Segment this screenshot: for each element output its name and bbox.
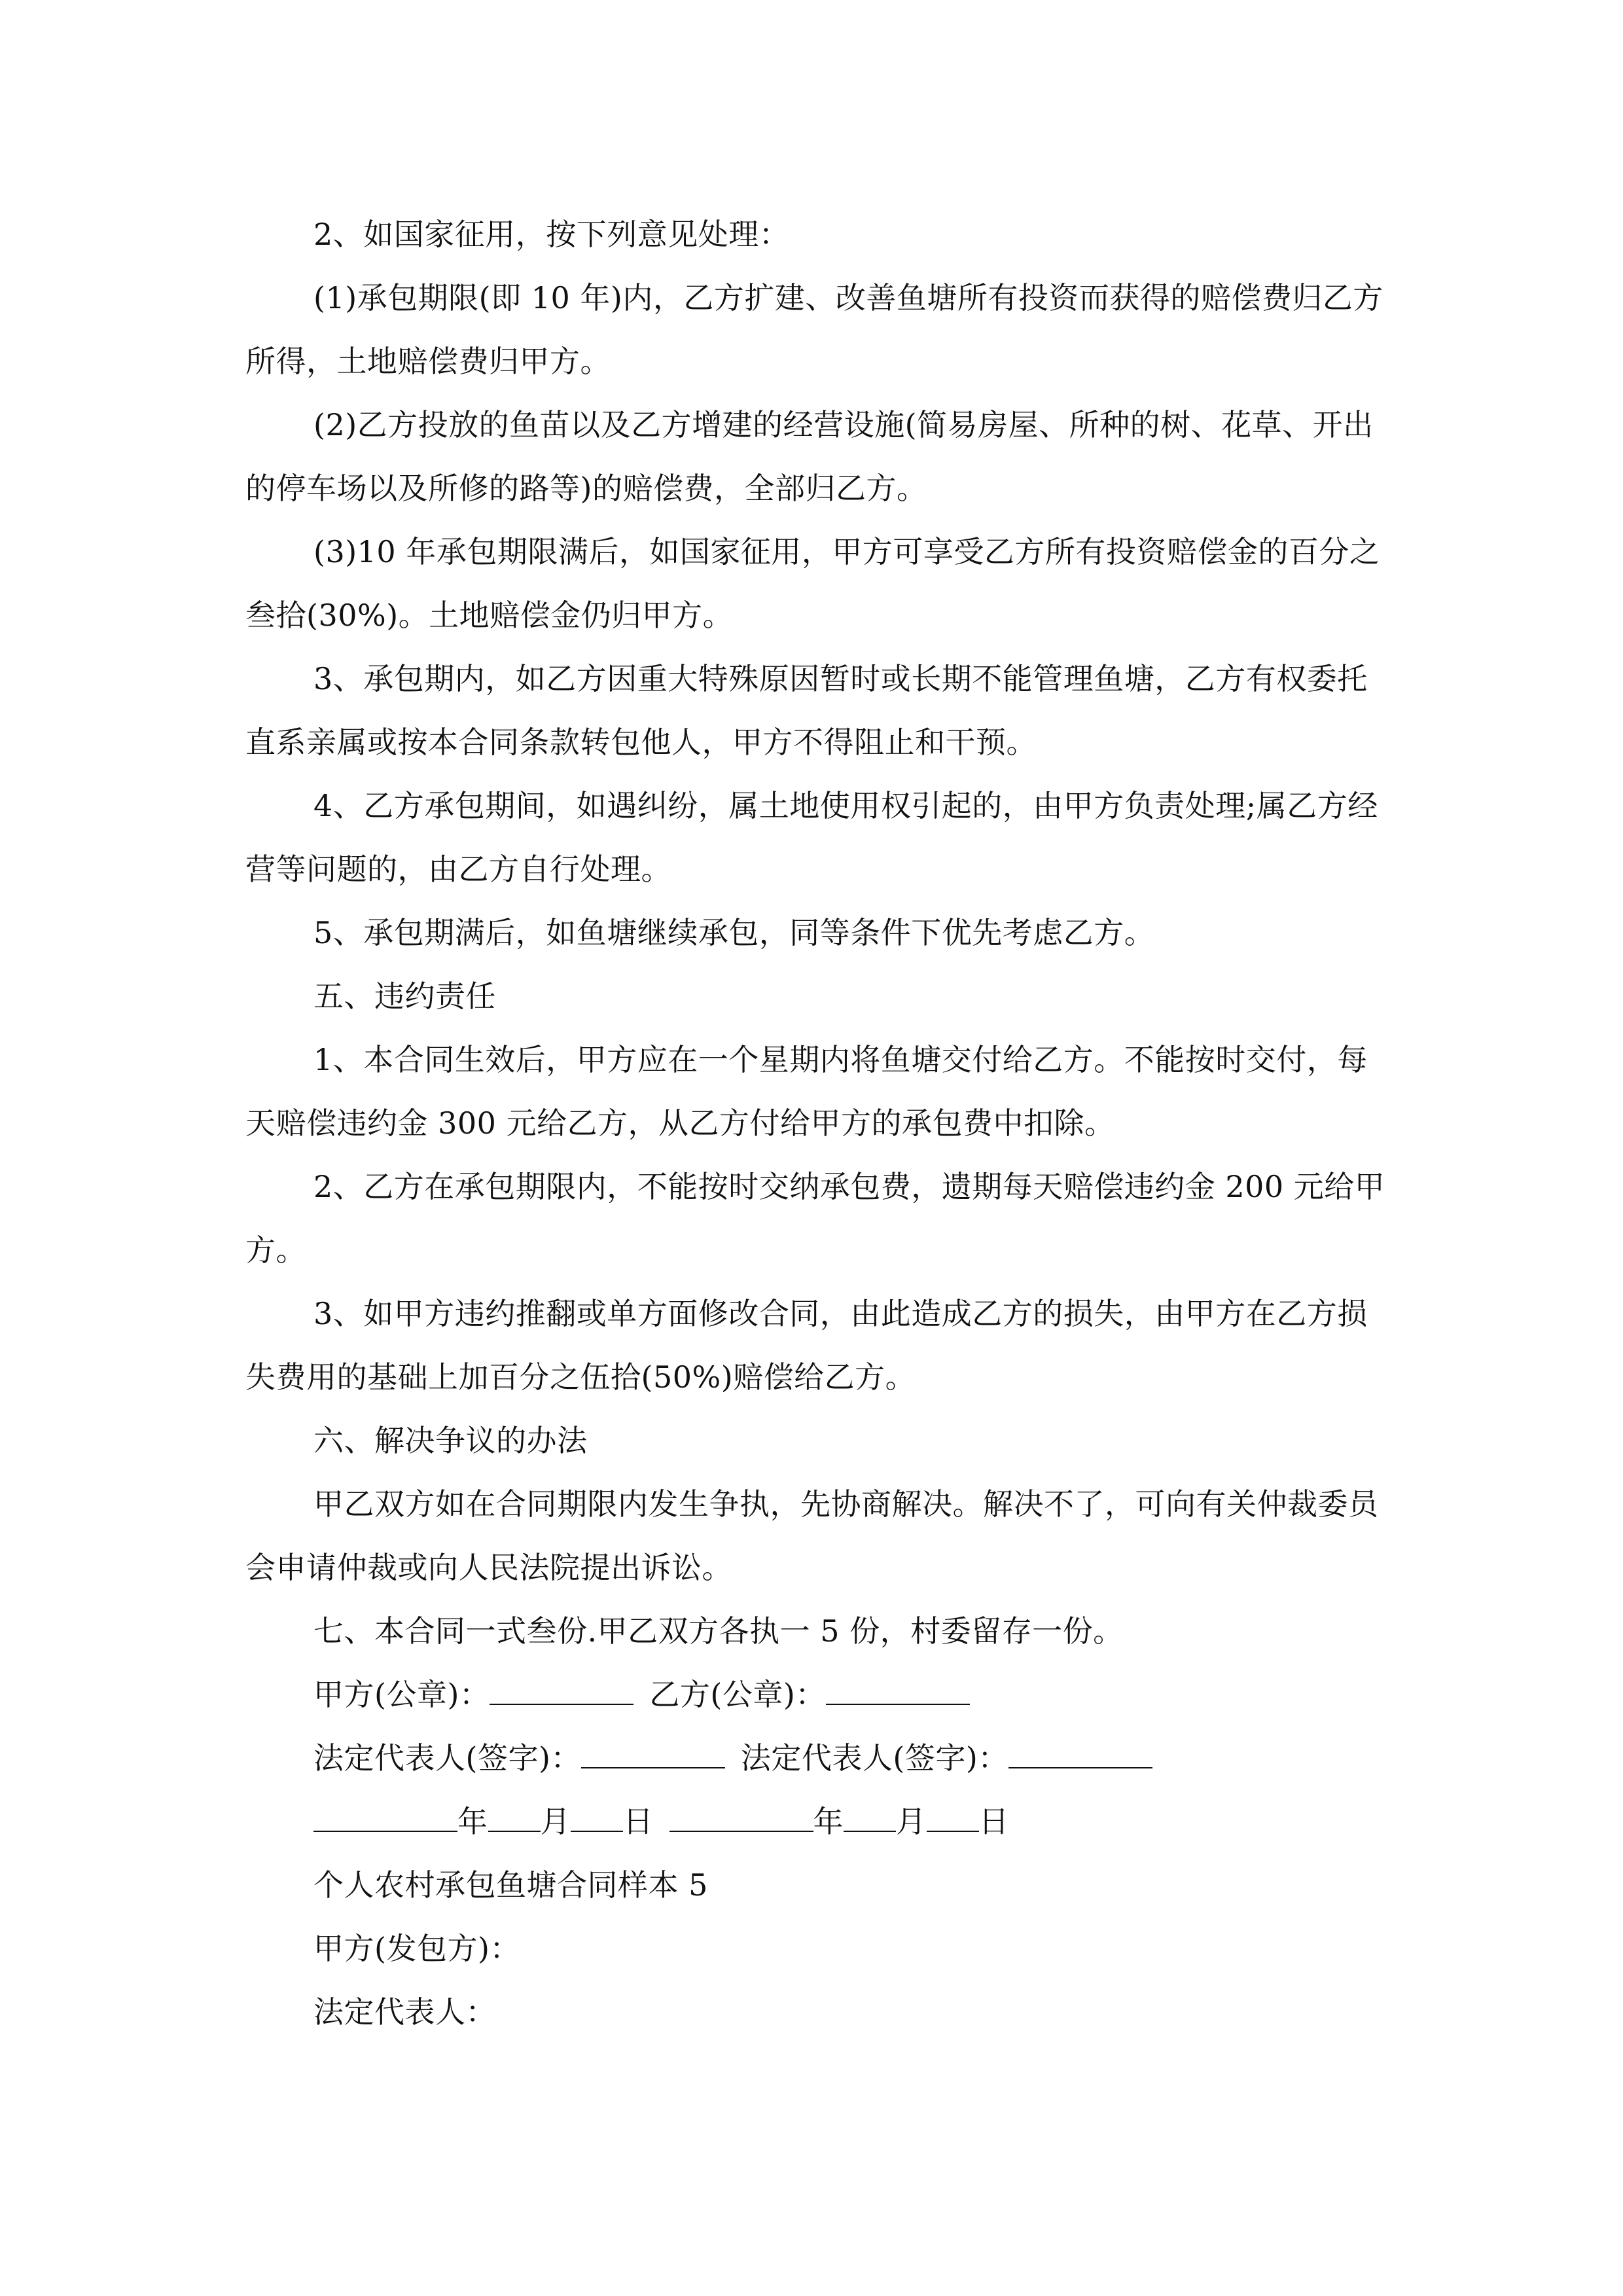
next-section-party-a: 甲方(发包方)： bbox=[313, 1931, 520, 1966]
representative-line bbox=[245, 1727, 1397, 1790]
year-b-blank bbox=[669, 1804, 813, 1832]
party-b-seal-blank bbox=[826, 1677, 970, 1705]
party-a-seal-label: 甲方(公章)： bbox=[313, 1677, 490, 1712]
date-line bbox=[245, 1790, 1397, 1854]
month-a-blank bbox=[488, 1804, 541, 1832]
year-label: 年 bbox=[813, 1804, 844, 1839]
next-section-rep: 法定代表人： bbox=[313, 1994, 496, 2030]
section-heading: 五、违约责任 bbox=[313, 978, 496, 1014]
section-heading: 六、解决争议的办法 bbox=[313, 1423, 588, 1458]
month-label: 月 bbox=[540, 1804, 571, 1839]
paragraph: 3、承包期内，如乙方因重大特殊原因暂时或长期不能管理鱼塘，乙方有权委托直系亲属或按本合同条款转包他人，甲方不得阻止和干预。 bbox=[245, 661, 1368, 760]
month-label: 月 bbox=[896, 1804, 927, 1839]
paragraph: 2、乙方在承包期限内，不能按时交纳承包费，遗期每天赔偿违约金 200 元给甲方。 bbox=[245, 1169, 1385, 1268]
rep-b-label: 法定代表人(签字)： bbox=[740, 1740, 1008, 1776]
paragraph: (3)10 年承包期限满后，如国家征用，甲方可享受乙方所有投资赔偿金的百分之叁拾(30%)。土地赔偿金仍归甲方。 bbox=[245, 534, 1380, 633]
party-b-seal-label: 乙方(公章)： bbox=[649, 1677, 826, 1712]
paragraph: 七、本合同一式叁份.甲乙双方各执一 5 份，村委留存一份。 bbox=[313, 1613, 1124, 1649]
day-label: 日 bbox=[623, 1804, 654, 1839]
rep-a-label: 法定代表人(签字)： bbox=[313, 1740, 581, 1776]
rep-a-blank bbox=[581, 1741, 725, 1768]
seal-line bbox=[245, 1663, 1397, 1727]
paragraph: 2、如国家征用，按下列意见处理： bbox=[313, 217, 790, 252]
day-b-blank bbox=[927, 1804, 979, 1832]
paragraph: (1)承包期限(即 10 年)内，乙方扩建、改善鱼塘所有投资而获得的赔偿费归乙方所得，土地赔偿费归甲方。 bbox=[245, 280, 1383, 379]
year-a-blank bbox=[313, 1804, 457, 1832]
paragraph: (2)乙方投放的鱼苗以及乙方增建的经营设施(简易房屋、所种的树、花草、开出的停车场以及所修的路等)的赔偿费，全部归乙方。 bbox=[245, 407, 1374, 506]
year-label: 年 bbox=[457, 1804, 488, 1839]
paragraph: 甲乙双方如在合同期限内发生争执，先协商解决。解决不了，可向有关仲裁委员会申请仲裁或向人民法院提出诉讼。 bbox=[245, 1486, 1379, 1585]
rep-b-blank bbox=[1008, 1741, 1152, 1768]
paragraph: 5、承包期满后，如鱼塘继续承包，同等条件下优先考虑乙方。 bbox=[313, 915, 1155, 950]
day-a-blank bbox=[571, 1804, 623, 1832]
month-b-blank bbox=[844, 1804, 896, 1832]
paragraph: 3、如甲方违约推翻或单方面修改合同，由此造成乙方的损失，由甲方在乙方损失费用的基础上加百分之伍拾(50%)赔偿给乙方。 bbox=[245, 1296, 1368, 1395]
paragraph: 1、本合同生效后，甲方应在一个星期内将鱼塘交付给乙方。不能按时交付，每天赔偿违约金 300 元给乙方，从乙方付给甲方的承包费中扣除。 bbox=[245, 1042, 1368, 1141]
party-a-seal-blank bbox=[490, 1677, 633, 1705]
paragraph: 4、乙方承包期间，如遇纠纷，属土地使用权引起的，由甲方负责处理;属乙方经营等问题的，由乙方自行处理。 bbox=[245, 788, 1378, 887]
day-label: 日 bbox=[978, 1804, 1009, 1839]
next-section-title: 个人农村承包鱼塘合同样本 5 bbox=[313, 1867, 708, 1903]
document-body bbox=[245, 203, 1397, 2044]
